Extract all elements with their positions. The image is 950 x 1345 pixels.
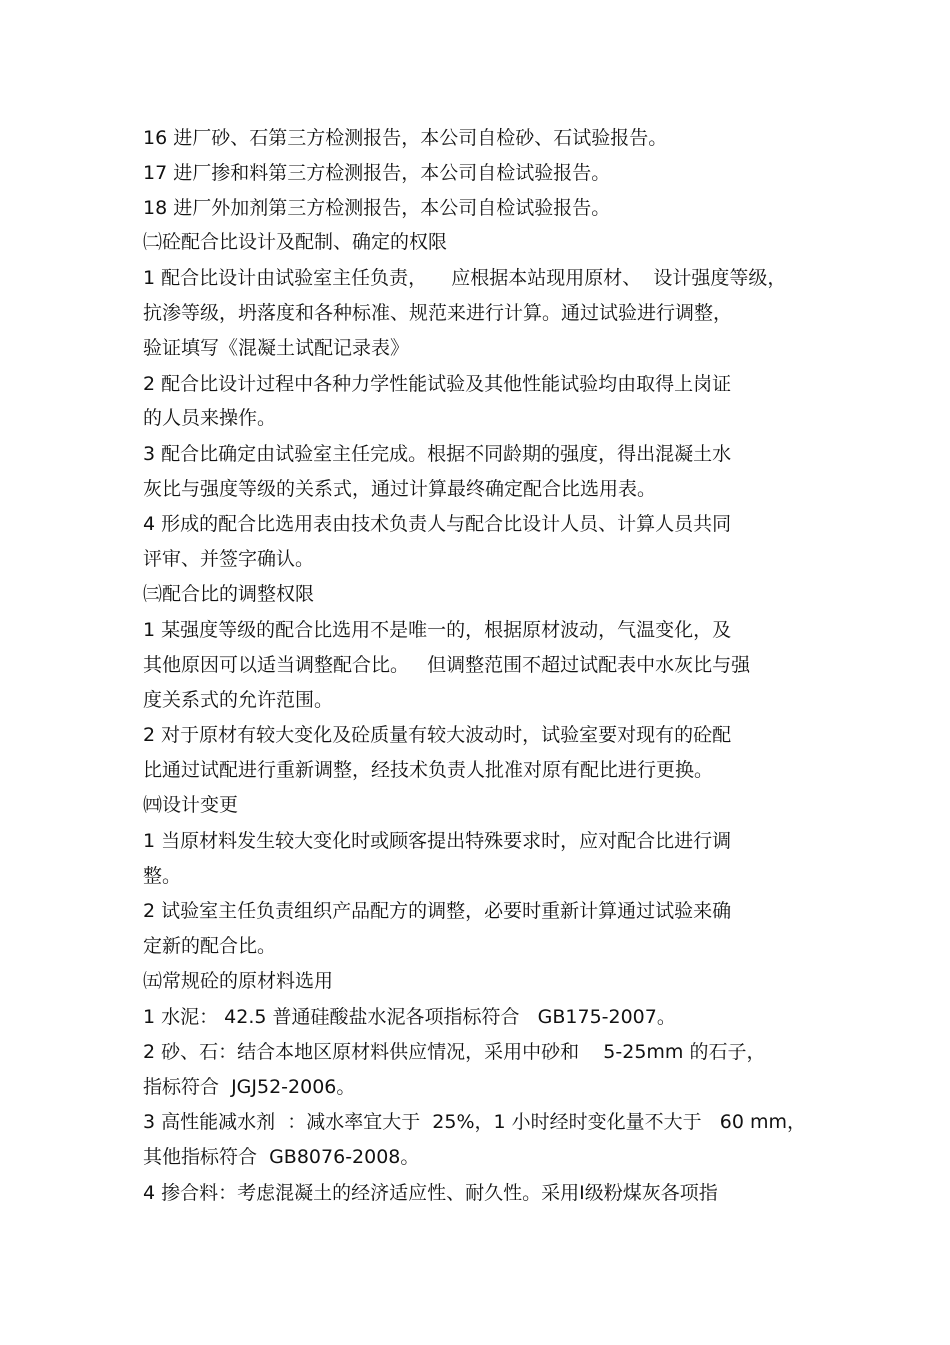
section-heading: ㈣设计变更	[143, 794, 239, 816]
text-line: 2 配合比设计过程中各种力学性能试验及其他性能试验均由取得上岗证	[143, 373, 732, 395]
text-line: 1 当原材料发生较大变化时或顾客提出特殊要求时，应对配合比进行调	[143, 830, 732, 852]
text-line: 16 进厂砂、石第三方检测报告，本公司自检砂、石试验报告。	[143, 127, 668, 149]
text-line: 3 高性能减水剂 ：减水率宜大于 25%，1 小时经时变化量不大于 60 mm，	[143, 1111, 806, 1133]
text-line: 18 进厂外加剂第三方检测报告，本公司自检试验报告。	[143, 197, 611, 219]
text-line: 其他原因可以适当调整配合比。 但调整范围不超过试配表中水灰比与强	[143, 654, 751, 676]
text-line: 定新的配合比。	[143, 935, 277, 957]
section-heading: ㈤常规砼的原材料选用	[143, 970, 334, 992]
text-line: 1 某强度等级的配合比选用不是唯一的，根据原材波动，气温变化，及	[143, 619, 732, 641]
text-line: 其他指标符合 GB8076-2008。	[143, 1146, 420, 1168]
text-line: 2 砂、石：结合本地区原材料供应情况，采用中砂和 5-25mm 的石子，	[143, 1041, 766, 1063]
text-line: 4 形成的配合比选用表由技术负责人与配合比设计人员、计算人员共同	[143, 513, 732, 535]
text-line: 17 进厂掺和料第三方检测报告，本公司自检试验报告。	[143, 162, 611, 184]
section-heading: ㈢配合比的调整权限	[143, 583, 315, 605]
text-line: 验证填写《混凝土试配记录表》	[143, 337, 410, 359]
text-line: 评审、并签字确认。	[143, 548, 315, 570]
text-line: 比通过试配进行重新调整，经技术负责人批准对原有配比进行更换。	[143, 759, 714, 781]
text-line: 整。	[143, 865, 182, 887]
text-line: 抗渗等级，坍落度和各种标准、规范来进行计算。通过试验进行调整，	[143, 302, 733, 324]
text-line: 度关系式的允许范围。	[143, 689, 334, 711]
text-line: 3 配合比确定由试验室主任完成。根据不同龄期的强度，得出混凝土水	[143, 443, 732, 465]
text-line: 灰比与强度等级的关系式，通过计算最终确定配合比选用表。	[143, 478, 657, 500]
section-heading: ㈡砼配合比设计及配制、确定的权限	[143, 231, 448, 253]
text-line: 的人员来操作。	[143, 407, 277, 429]
text-line: 指标符合 JGJ52-2006。	[143, 1076, 356, 1098]
text-line: 4 掺合料：考虑混凝土的经济适应性、耐久性。采用Ⅰ级粉煤灰各项指	[143, 1182, 718, 1204]
text-line: 2 试验室主任负责组织产品配方的调整，必要时重新计算通过试验来确	[143, 900, 732, 922]
text-line: 1 配合比设计由试验室主任负责， 应根据本站现用原材、 设计强度等级，	[143, 267, 787, 289]
text-line: 2 对于原材有较大变化及砼质量有较大波动时，试验室要对现有的砼配	[143, 724, 732, 746]
text-line: 1 水泥： 42.5 普通硅酸盐水泥各项指标符合 GB175-2007。	[143, 1006, 676, 1028]
